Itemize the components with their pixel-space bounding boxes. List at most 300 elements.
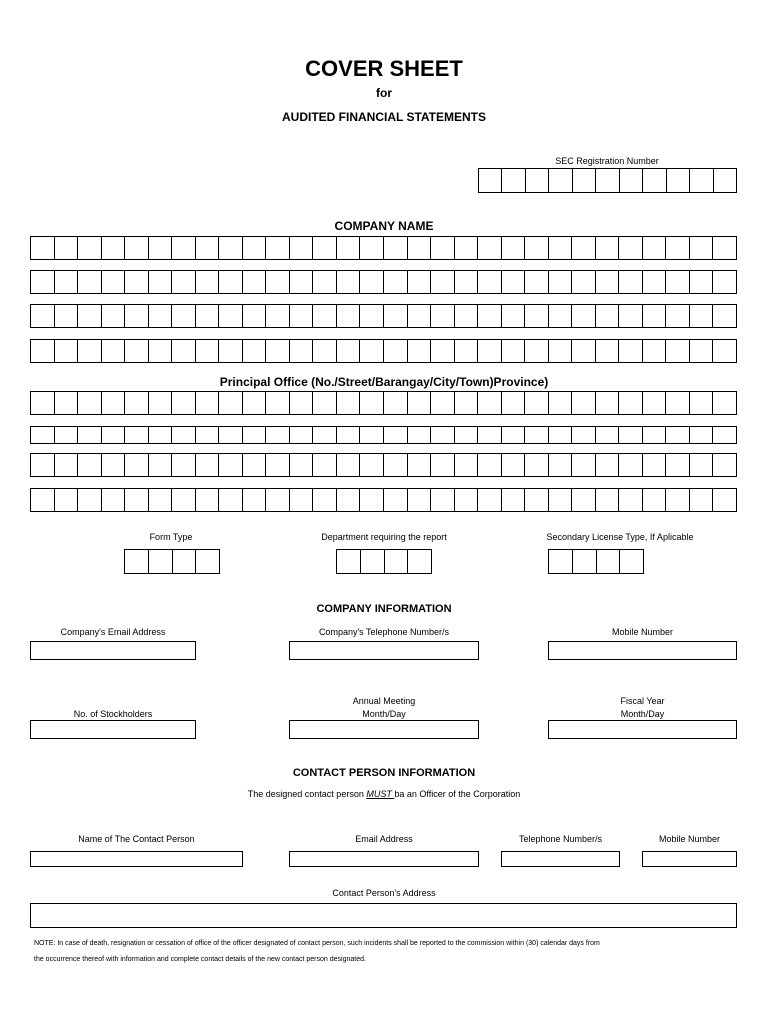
char-box[interactable] (337, 340, 361, 362)
char-box[interactable] (596, 271, 620, 293)
char-box[interactable] (549, 271, 573, 293)
char-box[interactable] (31, 454, 55, 476)
sec-registration-label: SEC Registration Number (555, 156, 659, 166)
char-box[interactable] (125, 340, 149, 362)
char-box[interactable] (549, 489, 573, 511)
char-box[interactable] (713, 427, 736, 443)
char-box[interactable] (690, 237, 714, 259)
char-box[interactable] (713, 237, 736, 259)
char-box[interactable] (384, 305, 408, 327)
char-box[interactable] (572, 392, 596, 414)
char-box[interactable] (149, 392, 173, 414)
char-box[interactable] (619, 237, 643, 259)
char-box[interactable] (455, 454, 479, 476)
char-box[interactable] (572, 271, 596, 293)
char-box[interactable] (408, 392, 432, 414)
char-box[interactable] (125, 454, 149, 476)
char-box[interactable] (525, 237, 549, 259)
char-box[interactable] (78, 237, 102, 259)
char-box[interactable] (125, 237, 149, 259)
char-box[interactable] (572, 340, 596, 362)
char-box[interactable] (549, 454, 573, 476)
char-box[interactable] (125, 427, 149, 443)
form-type-boxes[interactable] (124, 549, 220, 574)
char-box[interactable] (455, 489, 479, 511)
char-box[interactable] (102, 271, 126, 293)
char-box[interactable] (266, 237, 290, 259)
company-email-field[interactable] (30, 641, 196, 660)
char-box[interactable] (596, 392, 620, 414)
char-box[interactable] (572, 305, 596, 327)
char-box[interactable] (337, 271, 361, 293)
char-box[interactable] (667, 169, 690, 192)
char-box[interactable] (102, 340, 126, 362)
char-box[interactable] (384, 271, 408, 293)
char-box[interactable] (525, 271, 549, 293)
char-box[interactable] (313, 305, 337, 327)
stockholders-field[interactable] (30, 720, 196, 739)
char-box[interactable] (196, 454, 220, 476)
char-box[interactable] (431, 271, 455, 293)
char-box[interactable] (431, 427, 455, 443)
char-box[interactable] (243, 305, 267, 327)
char-box[interactable] (266, 340, 290, 362)
char-box[interactable] (525, 489, 549, 511)
char-box[interactable] (478, 305, 502, 327)
char-box[interactable] (219, 392, 243, 414)
char-box[interactable] (690, 271, 714, 293)
char-box[interactable] (384, 340, 408, 362)
char-box[interactable] (478, 427, 502, 443)
char-box[interactable] (266, 489, 290, 511)
char-box[interactable] (431, 489, 455, 511)
page-title: COVER SHEET (305, 56, 463, 81)
company-mobile-field[interactable] (548, 641, 737, 660)
char-box[interactable] (337, 550, 361, 573)
char-box[interactable] (219, 454, 243, 476)
char-box[interactable] (31, 237, 55, 259)
char-box[interactable] (173, 550, 197, 573)
char-box[interactable] (337, 392, 361, 414)
char-box[interactable] (31, 489, 55, 511)
char-box[interactable] (666, 305, 690, 327)
char-box[interactable] (596, 340, 620, 362)
char-box[interactable] (431, 454, 455, 476)
char-box[interactable] (549, 169, 572, 192)
char-box[interactable] (266, 427, 290, 443)
char-box[interactable] (149, 550, 173, 573)
char-box[interactable] (408, 340, 432, 362)
char-box[interactable] (408, 489, 432, 511)
char-box[interactable] (55, 454, 79, 476)
char-box[interactable] (525, 454, 549, 476)
char-box[interactable] (619, 427, 643, 443)
char-box[interactable] (313, 392, 337, 414)
char-box[interactable] (572, 489, 596, 511)
char-box[interactable] (361, 550, 385, 573)
char-box[interactable] (502, 454, 526, 476)
char-box[interactable] (596, 454, 620, 476)
char-box[interactable] (549, 237, 573, 259)
secondary-license-boxes[interactable] (548, 549, 644, 574)
char-box[interactable] (243, 454, 267, 476)
contact-email-label: Email Address (355, 834, 413, 844)
char-box[interactable] (596, 427, 620, 443)
char-box[interactable] (125, 550, 149, 573)
char-box[interactable] (360, 427, 384, 443)
char-box[interactable] (78, 340, 102, 362)
char-box[interactable] (149, 489, 173, 511)
char-box[interactable] (360, 271, 384, 293)
char-box[interactable] (666, 489, 690, 511)
principal-office-row-3[interactable] (30, 453, 737, 477)
char-box[interactable] (31, 271, 55, 293)
char-box[interactable] (196, 271, 220, 293)
char-box[interactable] (666, 427, 690, 443)
char-box[interactable] (125, 392, 149, 414)
char-box[interactable] (266, 392, 290, 414)
char-box[interactable] (55, 489, 79, 511)
char-box[interactable] (172, 271, 196, 293)
char-box[interactable] (290, 489, 314, 511)
char-box[interactable] (666, 454, 690, 476)
char-box[interactable] (572, 427, 596, 443)
char-box[interactable] (620, 550, 643, 573)
char-box[interactable] (549, 427, 573, 443)
char-box[interactable] (78, 392, 102, 414)
char-box[interactable] (219, 340, 243, 362)
char-box[interactable] (502, 271, 526, 293)
char-box[interactable] (243, 427, 267, 443)
contact-note-must: MUST (366, 789, 395, 799)
char-box[interactable] (55, 427, 79, 443)
char-box[interactable] (78, 271, 102, 293)
char-box[interactable] (690, 454, 714, 476)
char-box[interactable] (596, 237, 620, 259)
char-box[interactable] (290, 305, 314, 327)
contact-mobile-field[interactable] (642, 851, 737, 867)
fiscal-year-label: Fiscal Year (620, 696, 665, 706)
char-box[interactable] (313, 271, 337, 293)
char-box[interactable] (478, 237, 502, 259)
char-box[interactable] (666, 392, 690, 414)
char-box[interactable] (384, 237, 408, 259)
company-telephone-field[interactable] (289, 641, 479, 660)
char-box[interactable] (502, 392, 526, 414)
char-box[interactable] (690, 427, 714, 443)
char-box[interactable] (713, 392, 736, 414)
char-box[interactable] (478, 271, 502, 293)
char-box[interactable] (125, 489, 149, 511)
char-box[interactable] (525, 340, 549, 362)
char-box[interactable] (408, 237, 432, 259)
char-box[interactable] (666, 237, 690, 259)
char-box[interactable] (290, 454, 314, 476)
char-box[interactable] (431, 340, 455, 362)
char-box[interactable] (643, 489, 667, 511)
char-box[interactable] (384, 427, 408, 443)
char-box[interactable] (478, 489, 502, 511)
char-box[interactable] (502, 340, 526, 362)
char-box[interactable] (172, 237, 196, 259)
char-box[interactable] (619, 454, 643, 476)
char-box[interactable] (337, 489, 361, 511)
char-box[interactable] (172, 427, 196, 443)
char-box[interactable] (408, 454, 432, 476)
char-box[interactable] (690, 305, 714, 327)
char-box[interactable] (666, 340, 690, 362)
char-box[interactable] (55, 305, 79, 327)
char-box[interactable] (384, 454, 408, 476)
char-box[interactable] (219, 489, 243, 511)
char-box[interactable] (502, 169, 525, 192)
char-box[interactable] (643, 392, 667, 414)
char-box[interactable] (713, 489, 736, 511)
char-box[interactable] (31, 392, 55, 414)
char-box[interactable] (360, 305, 384, 327)
char-box[interactable] (573, 550, 597, 573)
char-box[interactable] (266, 305, 290, 327)
company-name-row-1[interactable] (30, 236, 737, 260)
char-box[interactable] (55, 271, 79, 293)
char-box[interactable] (219, 305, 243, 327)
char-box[interactable] (713, 340, 736, 362)
char-box[interactable] (78, 427, 102, 443)
char-box[interactable] (196, 305, 220, 327)
char-box[interactable] (526, 169, 549, 192)
char-box[interactable] (408, 305, 432, 327)
char-box[interactable] (384, 489, 408, 511)
contact-address-field[interactable] (30, 903, 737, 928)
char-box[interactable] (313, 340, 337, 362)
char-box[interactable] (55, 237, 79, 259)
char-box[interactable] (31, 340, 55, 362)
char-box[interactable] (478, 454, 502, 476)
char-box[interactable] (431, 237, 455, 259)
char-box[interactable] (690, 489, 714, 511)
contact-telephone-field[interactable] (501, 851, 620, 867)
char-box[interactable] (290, 271, 314, 293)
char-box[interactable] (360, 489, 384, 511)
char-box[interactable] (102, 489, 126, 511)
annual-meeting-sublabel: Month/Day (362, 709, 406, 719)
char-box[interactable] (643, 427, 667, 443)
char-box[interactable] (149, 340, 173, 362)
char-box[interactable] (643, 305, 667, 327)
char-box[interactable] (643, 454, 667, 476)
char-box[interactable] (337, 454, 361, 476)
page-subtitle: AUDITED FINANCIAL STATEMENTS (282, 110, 486, 124)
char-box[interactable] (408, 427, 432, 443)
char-box[interactable] (219, 427, 243, 443)
char-box[interactable] (455, 271, 479, 293)
char-box[interactable] (149, 427, 173, 443)
char-box[interactable] (455, 427, 479, 443)
char-box[interactable] (431, 305, 455, 327)
char-box[interactable] (408, 550, 431, 573)
char-box[interactable] (619, 489, 643, 511)
char-box[interactable] (643, 271, 667, 293)
char-box[interactable] (196, 427, 220, 443)
char-box[interactable] (102, 392, 126, 414)
company-name-row-2[interactable] (30, 270, 737, 294)
char-box[interactable] (313, 237, 337, 259)
char-box[interactable] (478, 392, 502, 414)
char-box[interactable] (643, 340, 667, 362)
char-box[interactable] (125, 305, 149, 327)
char-box[interactable] (690, 340, 714, 362)
char-box[interactable] (172, 340, 196, 362)
char-box[interactable] (572, 237, 596, 259)
char-box[interactable] (196, 392, 220, 414)
char-box[interactable] (360, 237, 384, 259)
department-boxes[interactable] (336, 549, 432, 574)
char-box[interactable] (619, 305, 643, 327)
char-box[interactable] (713, 271, 736, 293)
footer-note-line-1: NOTE: In case of death, resignation or cessation of office of the officer designated of contact person, such incidents shall be reported to the commission within (30) calendar days from (34, 940, 600, 947)
char-box[interactable] (690, 169, 713, 192)
char-box[interactable] (102, 237, 126, 259)
annual-meeting-field[interactable] (289, 720, 479, 739)
char-box[interactable] (102, 427, 126, 443)
char-box[interactable] (290, 340, 314, 362)
char-box[interactable] (102, 305, 126, 327)
char-box[interactable] (666, 271, 690, 293)
fiscal-year-field[interactable] (548, 720, 737, 739)
char-box[interactable] (78, 489, 102, 511)
contact-name-field[interactable] (30, 851, 243, 867)
char-box[interactable] (619, 340, 643, 362)
char-box[interactable] (360, 392, 384, 414)
char-box[interactable] (455, 237, 479, 259)
char-box[interactable] (172, 392, 196, 414)
char-box[interactable] (713, 454, 736, 476)
char-box[interactable] (31, 427, 55, 443)
contact-info-heading: CONTACT PERSON INFORMATION (292, 767, 476, 779)
contact-note-pre: The designed contact person (247, 789, 367, 799)
char-box[interactable] (643, 169, 666, 192)
char-box[interactable] (549, 550, 573, 573)
company-name-row-3[interactable] (30, 304, 737, 328)
char-box[interactable] (290, 237, 314, 259)
char-box[interactable] (337, 305, 361, 327)
char-box[interactable] (455, 305, 479, 327)
char-box[interactable] (408, 271, 432, 293)
char-box[interactable] (619, 392, 643, 414)
char-box[interactable] (502, 305, 526, 327)
char-box[interactable] (525, 392, 549, 414)
char-box[interactable] (149, 305, 173, 327)
char-box[interactable] (478, 340, 502, 362)
char-box[interactable] (596, 489, 620, 511)
principal-office-row-1[interactable] (30, 391, 737, 415)
char-box[interactable] (337, 427, 361, 443)
char-box[interactable] (596, 305, 620, 327)
char-box[interactable] (313, 427, 337, 443)
principal-office-row-4[interactable] (30, 488, 737, 512)
char-box[interactable] (502, 237, 526, 259)
char-box[interactable] (573, 169, 596, 192)
char-box[interactable] (549, 392, 573, 414)
char-box[interactable] (196, 489, 220, 511)
char-box[interactable] (266, 271, 290, 293)
principal-office-row-2[interactable] (30, 426, 737, 444)
char-box[interactable] (290, 392, 314, 414)
char-box[interactable] (455, 340, 479, 362)
sec-registration-number-boxes[interactable] (478, 168, 737, 193)
char-box[interactable] (597, 550, 621, 573)
char-box[interactable] (620, 169, 643, 192)
char-box[interactable] (549, 340, 573, 362)
char-box[interactable] (431, 392, 455, 414)
char-box[interactable] (713, 305, 736, 327)
contact-name-label: Name of The Contact Person (78, 834, 195, 844)
char-box[interactable] (149, 237, 173, 259)
char-box[interactable] (479, 169, 502, 192)
char-box[interactable] (243, 489, 267, 511)
char-box[interactable] (572, 454, 596, 476)
char-box[interactable] (525, 305, 549, 327)
char-box[interactable] (243, 237, 267, 259)
char-box[interactable] (243, 392, 267, 414)
char-box[interactable] (455, 392, 479, 414)
char-box[interactable] (313, 454, 337, 476)
char-box[interactable] (243, 340, 267, 362)
char-box[interactable] (714, 169, 736, 192)
char-box[interactable] (219, 237, 243, 259)
char-box[interactable] (172, 305, 196, 327)
char-box[interactable] (55, 340, 79, 362)
char-box[interactable] (219, 271, 243, 293)
char-box[interactable] (384, 392, 408, 414)
char-box[interactable] (55, 392, 79, 414)
char-box[interactable] (643, 237, 667, 259)
contact-must-note (0, 789, 768, 799)
contact-email-field[interactable] (289, 851, 479, 867)
char-box[interactable] (196, 550, 219, 573)
char-box[interactable] (525, 427, 549, 443)
char-box[interactable] (266, 454, 290, 476)
char-box[interactable] (102, 454, 126, 476)
contact-telephone-label: Telephone Number/s (518, 834, 603, 844)
char-box[interactable] (596, 169, 619, 192)
char-box[interactable] (78, 305, 102, 327)
company-name-row-4[interactable] (30, 339, 737, 363)
char-box[interactable] (78, 454, 102, 476)
char-box[interactable] (172, 489, 196, 511)
char-box[interactable] (502, 489, 526, 511)
char-box[interactable] (337, 237, 361, 259)
char-box[interactable] (196, 340, 220, 362)
char-box[interactable] (125, 271, 149, 293)
company-info-heading: COMPANY INFORMATION (316, 603, 452, 615)
char-box[interactable] (385, 550, 409, 573)
char-box[interactable] (313, 489, 337, 511)
char-box[interactable] (619, 271, 643, 293)
char-box[interactable] (360, 454, 384, 476)
char-box[interactable] (172, 454, 196, 476)
char-box[interactable] (290, 427, 314, 443)
char-box[interactable] (149, 454, 173, 476)
char-box[interactable] (690, 392, 714, 414)
char-box[interactable] (149, 271, 173, 293)
char-box[interactable] (31, 305, 55, 327)
char-box[interactable] (549, 305, 573, 327)
char-box[interactable] (502, 427, 526, 443)
char-box[interactable] (360, 340, 384, 362)
char-box[interactable] (196, 237, 220, 259)
char-box[interactable] (243, 271, 267, 293)
